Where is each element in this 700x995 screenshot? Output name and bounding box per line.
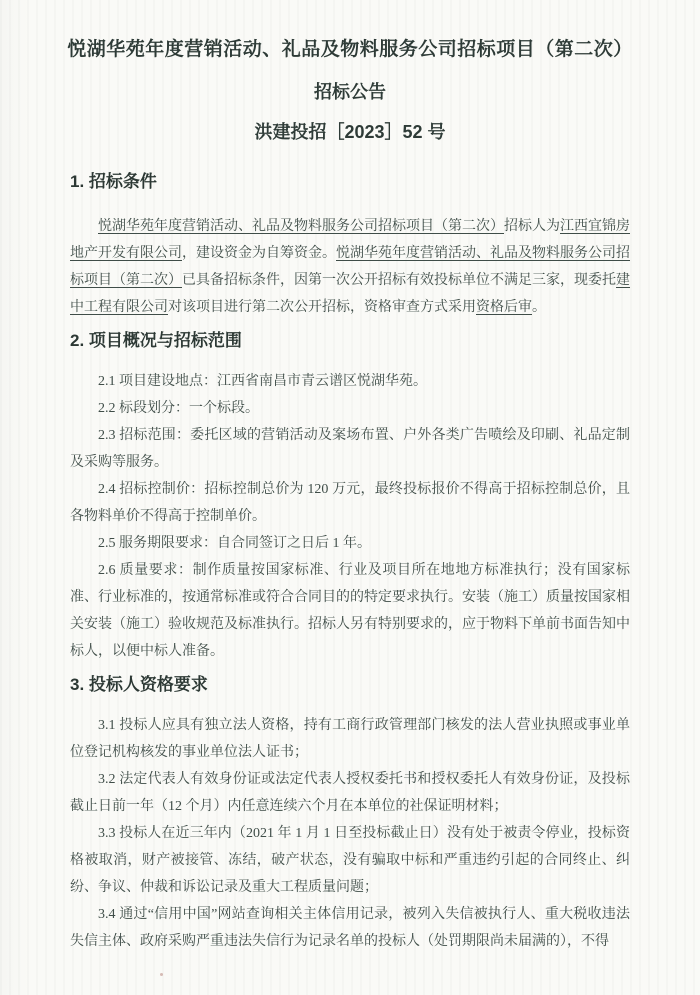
text-segment: 已具备招标条件，因第一次公开招标有效投标单位不满足三家，现委托 <box>182 273 616 288</box>
qualification-item-credit-china: 3.4 通过“信用中国”网站查询相关主体信用记录，被列入失信被执行人、重大税收违法失信主体、政府采购严重违法失信行为记录名单的投标人（处罚期限尚未届满的），不得 <box>70 907 630 949</box>
agency-name-underlined: 建中工程有限公司 <box>70 273 630 315</box>
project-name-underlined: 悦湖华苑年度营销活动、礼品及物料服务公司招标项目（第二次） <box>98 219 504 234</box>
overview-item-location: 2.1 项目建设地点：江西省南昌市青云谱区悦湖华苑。 <box>98 374 427 389</box>
overview-item-quality: 2.6 质量要求：制作质量按国家标准、行业及项目所在地地方标准执行；没有国家标准、行业标准的，按通常标准或符合合同目的的特定要求执行。安装（施工）质量按国家相关安装（施工）验收规范及标准执行。招标人另有特别要求的，应于物料下单前书面告知中标人，以便中标人准备。 <box>70 563 630 659</box>
project-name-underlined: 悦湖华苑年度营销活动、礼品及物料服务公司招标项目（第二次） <box>70 246 630 288</box>
overview-item-service-period: 2.5 服务期限要求：自合同签订之日后 1 年。 <box>98 536 371 551</box>
bid-conditions-paragraph <box>70 213 630 321</box>
qualification-item-legal-entity: 3.1 投标人应具有独立法人资格，持有工商行政管理部门核发的法人营业执照或事业单位登记机构核发的事业单位法人证书； <box>70 718 630 760</box>
text-segment: 。 <box>532 300 546 315</box>
qualification-item-id-social-security: 3.2 法定代表人有效身份证或法定代表人授权委托书和授权委托人有效身份证，及投标截止日前一年（12 个月）内任意连续六个月在本单位的社保证明材料； <box>70 772 630 814</box>
qualification-item-record: 3.3 投标人在近三年内（2021 年 1 月 1 日至投标截止日）没有处于被责令停业，投标资格被取消，财产被接管、冻结，破产状态，没有骗取中标和严重违约引起的合同终止、纠纷、争议、仲裁和诉讼记录及重大工程质量问题； <box>70 826 630 895</box>
document-number: 洪建投招［2023］52 号 <box>254 122 446 142</box>
section-heading-project-overview: 2. 项目概况与招标范围 <box>70 331 242 350</box>
overview-item-control-price: 2.4 招标控制价：招标控制总价为 120 万元，最终投标报价不得高于招标控制总价，且各物料单价不得高于控制单价。 <box>70 482 630 524</box>
scan-artifact-speck <box>160 973 163 976</box>
section-heading-bidder-qualifications: 3. 投标人资格要求 <box>70 675 208 694</box>
overview-item-lots: 2.2 标段划分：一个标段。 <box>98 401 259 416</box>
tenderer-name-underlined: 江西宜锦房地产开发有限公司 <box>70 219 630 261</box>
overview-item-scope: 2.3 招标范围：委托区域的营销活动及案场布置、户外各类广告喷绘及印刷、礼品定制及采购等服务。 <box>70 428 630 470</box>
announcement-subtitle: 招标公告 <box>314 82 386 102</box>
section-heading-bid-conditions: 1. 招标条件 <box>70 172 157 191</box>
text-segment: ，建设资金为自筹资金。 <box>182 246 336 261</box>
text-segment: 对该项目进行第二次公开招标，资格审查方式采用 <box>168 300 476 315</box>
document-title: 悦湖华苑年度营销活动、礼品及物料服务公司招标项目（第二次） <box>67 39 633 60</box>
text-segment: 招标人为 <box>504 219 560 234</box>
review-method-underlined: 资格后审 <box>476 300 532 315</box>
